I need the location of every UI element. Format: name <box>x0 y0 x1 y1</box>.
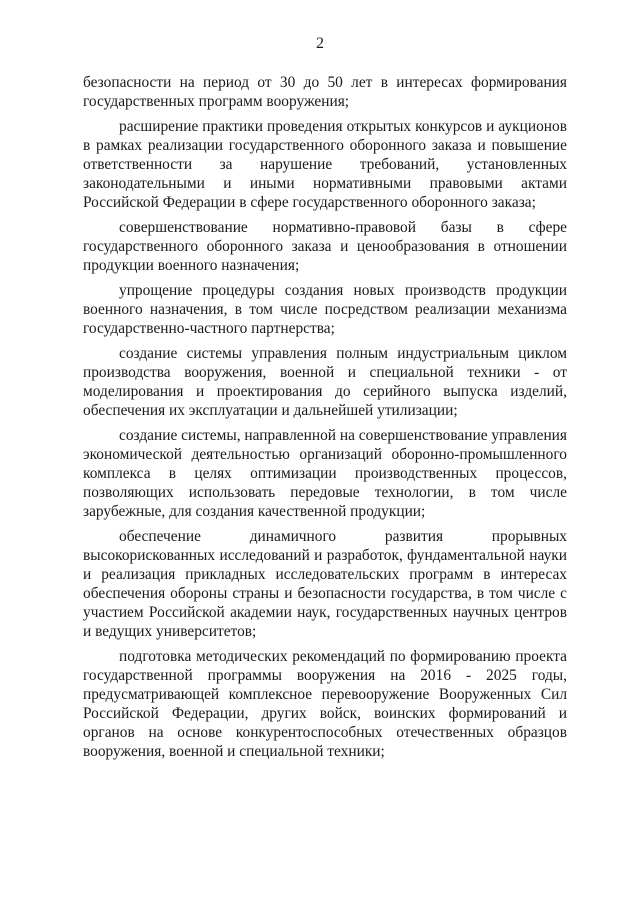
paragraph-open-tenders: расширение практики проведения открытых конкурсов и аукционов в рамках реализации государственного оборонного заказа и повышение ответственности за нарушение требований, установленных законодательными и иными нормативными правовыми актами Российской Федерации в сфере государственного оборонного заказа; <box>83 117 567 212</box>
paragraph-research-development: обеспечение динамичного развития прорывных высокорискованных исследований и разработок, фундаментальной науки и реализация прикладных исследовательских программ в интересах обеспечения обороны страны и безопасности государства, в том числе с участием Российской академии наук, государственных научных центров и ведущих университетов; <box>83 527 567 641</box>
paragraph-armament-program: подготовка методических рекомендаций по формированию проекта государственной программы вооружения на 2016 - 2025 годы, предусматривающей комплексное перевооружение Вооруженных Сил Российской Федерации, других войск, воинских формирований и органов на основе конкурентоспособных отечественных образцов вооружения, военной и специальной техники; <box>83 647 567 761</box>
paragraph-management-system: создание системы, направленной на совершенствование управления экономической деятельностью организаций оборонно-промышленного комплекса в целях оптимизации производственных процессов, позволяющих использовать передовые технологии, в том числе зарубежные, для создания качественной продукции; <box>83 426 567 520</box>
paragraph-new-production: упрощение процедуры создания новых производств продукции военного назначения, в том числе посредством реализации механизма государственно-частного партнерства; <box>83 281 567 337</box>
page-number: 2 <box>316 35 324 52</box>
paragraph-continuation: безопасности на период от 30 до 50 лет в интересах формирования государственных программ вооружения; <box>83 74 567 111</box>
paragraph-industrial-cycle: создание системы управления полным индустриальным циклом производства вооружения, военной и специальной техники - от моделирования и проектирования до серийного выпуска изделий, обеспечения их эксплуатации и дальнейшей утилизации; <box>83 344 567 419</box>
paragraph-regulatory-base: совершенствование нормативно-правовой базы в сфере государственного оборонного заказа и ценообразования в отношении продукции военного назначения; <box>83 218 567 275</box>
document-body <box>83 73 567 767</box>
